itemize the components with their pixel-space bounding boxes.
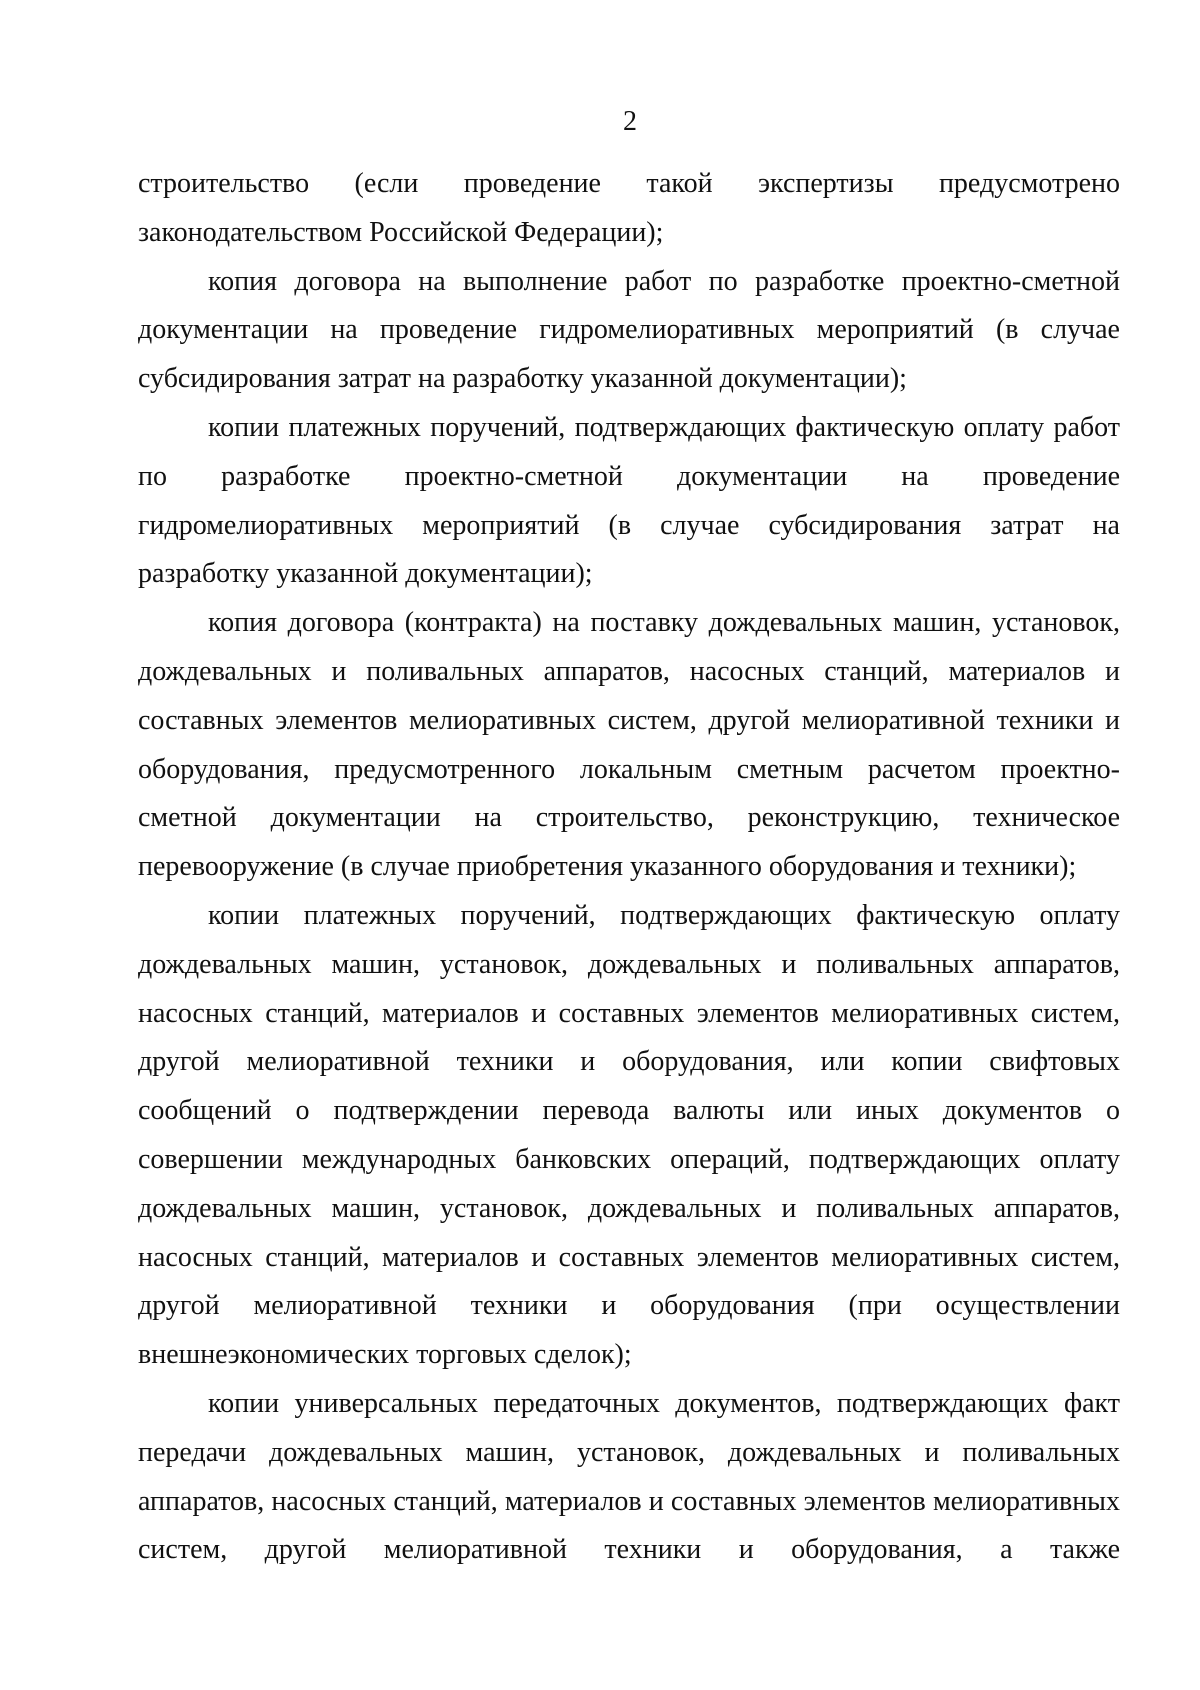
- document-body: [138, 160, 1120, 1575]
- paragraph-1: строительство (если проведение такой экспертизы предусмотрено законодательством Российской Федерации);: [138, 168, 1120, 248]
- paragraph-5: копии платежных поручений, подтверждающих фактическую оплату дождевальных машин, установок, дождевальных и поливальных аппаратов, насосных станций, материалов и составных элементов мелиоративных систем, другой мелиоративной техники и оборудования, или копии свифтовых сообщений о подтверждении перевода валюты или иных документов о совершении международных банковских операций, подтверждающих оплату дождевальных машин, установок, дождевальных и поливальных аппаратов, насосных станций, материалов и составных элементов мелиоративных систем, другой мелиоративной техники и оборудования (при осуществлении внешнеэкономических торговых сделок);: [138, 899, 1120, 1371]
- paragraph-3: копии платежных поручений, подтверждающих фактическую оплату работ по разработке проектно-сметной документации на проведение гидромелиоративных мероприятий (в случае субсидирования затрат на разработку указанной документации);: [138, 411, 1120, 590]
- paragraph-4: копия договора (контракта) на поставку дождевальных машин, установок, дождевальных и поливальных аппаратов, насосных станций, материалов и составных элементов мелиоративных систем, другой мелиоративной техники и оборудования, предусмотренного локальным сметным расчетом проектно-сметной документации на строительство, реконструкцию, техническое перевооружение (в случае приобретения указанного оборудования и техники);: [138, 607, 1120, 883]
- paragraph-6: копии универсальных передаточных документов, подтверждающих факт передачи дождевальных машин, установок, дождевальных и поливальных аппаратов, насосных станций, материалов и составных элементов мелиоративных систем, другой мелиоративной техники и оборудования, а также: [138, 1387, 1120, 1566]
- page-number: 2: [623, 106, 637, 137]
- paragraph-2: копия договора на выполнение работ по разработке проектно-сметной документации на проведение гидромелиоративных мероприятий (в случае субсидирования затрат на разработку указанной документации);: [138, 265, 1120, 395]
